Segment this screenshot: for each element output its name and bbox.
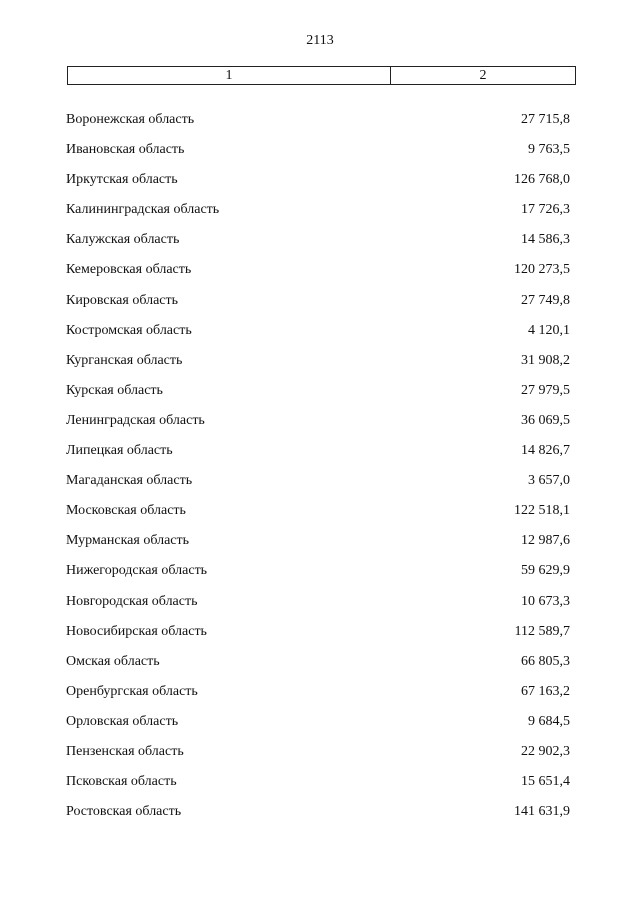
- table-row: [0, 802, 640, 832]
- region-name: Курская область: [66, 382, 163, 398]
- table-row: [0, 742, 640, 772]
- region-value: 27 979,5: [521, 382, 570, 398]
- table-row: [0, 230, 640, 260]
- region-value: 31 908,2: [521, 352, 570, 368]
- table-row: [0, 260, 640, 290]
- region-name: Орловская область: [66, 713, 179, 729]
- region-name: Московская область: [66, 503, 186, 519]
- region-name: Липецкая область: [66, 443, 173, 459]
- region-value: 141 631,9: [514, 804, 570, 820]
- region-name: Ивановская область: [66, 142, 185, 158]
- region-name: Новосибирская область: [66, 623, 207, 639]
- region-name: Мурманская область: [66, 533, 190, 549]
- table-row: [0, 652, 640, 682]
- table-row: [0, 561, 640, 591]
- table-header: [67, 66, 576, 85]
- region-name: Оренбургская область: [66, 683, 198, 699]
- table-row: [0, 321, 640, 351]
- table-body: [0, 110, 640, 832]
- region-value: 4 120,1: [528, 322, 570, 338]
- column-header-1: 1: [68, 67, 391, 84]
- region-value: 17 726,3: [521, 202, 570, 218]
- region-value: 67 163,2: [521, 683, 570, 699]
- table-row: [0, 381, 640, 411]
- page-number: 2113: [306, 33, 334, 48]
- region-value: 122 518,1: [514, 503, 570, 519]
- region-name: Калининградская область: [66, 202, 220, 218]
- table-row: [0, 110, 640, 140]
- region-value: 66 805,3: [521, 653, 570, 669]
- table-row: [0, 501, 640, 531]
- region-name: Костромская область: [66, 322, 192, 338]
- region-name: Магаданская область: [66, 473, 193, 489]
- region-name: Псковская область: [66, 774, 177, 790]
- region-value: 9 684,5: [528, 713, 570, 729]
- region-name: Ростовская область: [66, 804, 182, 820]
- table-row: [0, 170, 640, 200]
- table-row: [0, 140, 640, 170]
- region-name: Омская область: [66, 653, 160, 669]
- region-name: Иркутская область: [66, 172, 178, 188]
- region-value: 3 657,0: [528, 473, 570, 489]
- table-row: [0, 441, 640, 471]
- region-name: Калужская область: [66, 232, 180, 248]
- column-header-2: 2: [479, 68, 487, 83]
- region-name: Нижегородская область: [66, 563, 208, 579]
- region-value: 14 826,7: [521, 443, 570, 459]
- region-value: 15 651,4: [521, 774, 570, 790]
- table-row: [0, 712, 640, 742]
- region-value: 10 673,3: [521, 593, 570, 609]
- region-value: 22 902,3: [521, 743, 570, 759]
- region-name: Воронежская область: [66, 112, 195, 127]
- table-row: [0, 531, 640, 561]
- region-value: 36 069,5: [521, 412, 570, 428]
- table-row: [0, 200, 640, 230]
- table-row: [0, 471, 640, 501]
- table-row: [0, 772, 640, 802]
- region-value: 12 987,6: [521, 533, 570, 549]
- region-value: 14 586,3: [521, 232, 570, 248]
- region-value: 120 273,5: [514, 262, 570, 278]
- region-name: Ленинградская область: [66, 412, 205, 428]
- table-row: [0, 411, 640, 441]
- region-value: 59 629,9: [521, 563, 570, 579]
- table-row: [0, 351, 640, 381]
- region-name: Курганская область: [66, 352, 183, 368]
- region-value: 27 715,8: [521, 112, 570, 127]
- region-name: Пензенская область: [66, 743, 184, 759]
- region-value: 126 768,0: [514, 172, 570, 188]
- region-name: Кировская область: [66, 292, 179, 308]
- region-value: 9 763,5: [528, 142, 570, 158]
- table-row: [0, 291, 640, 321]
- region-name: Новгородская область: [66, 593, 198, 609]
- table-row: [0, 592, 640, 622]
- region-value: 112 589,7: [514, 623, 570, 639]
- table-row: [0, 682, 640, 712]
- table-row: [0, 622, 640, 652]
- region-name: Кемеровская область: [66, 262, 192, 278]
- region-value: 27 749,8: [521, 292, 570, 308]
